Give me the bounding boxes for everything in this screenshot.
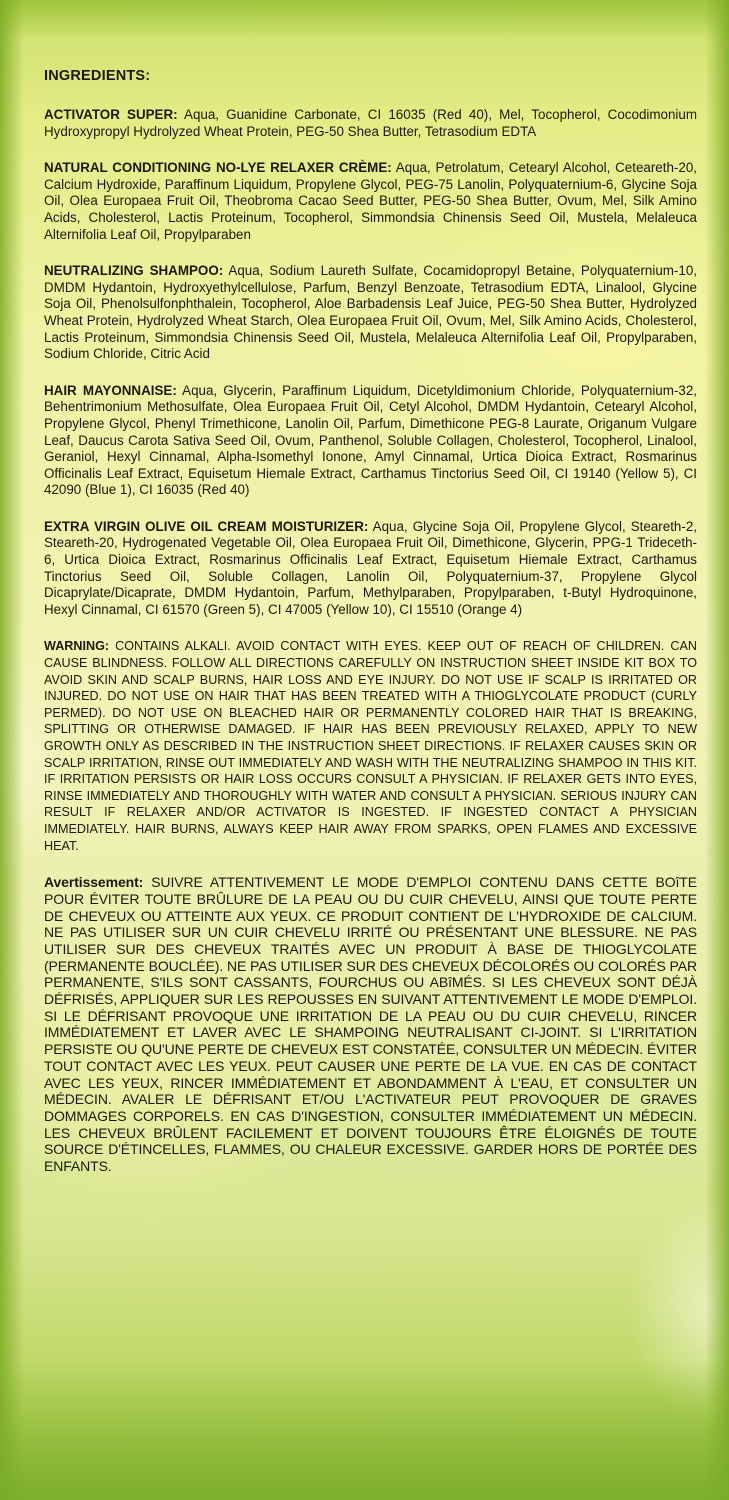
avertissement-label: Avertissement:: [44, 874, 144, 891]
avertissement-text: SUIVRE ATTENTIVEMENT LE MODE D'EMPLOI CONTENU DANS CETTE BOîTE POUR ÉVITER TOUTE BRÛLURE DE LA PEAU OU DU CUIR CHEVELU, AINSI QUE TOUTE PERTE DE CHEVEUX OU ATTEINTE AUX YEUX. CE PRODUIT CONTIENT DE L'HYDROXIDE DE CALCIUM. NE PAS UTILISER SUR UN CUIR CHEVELU IRRITÉ OU PRÉSENTANT UNE BLESSURE. NE PAS UTILISER SUR DES CHEVEUX TRAITÉS AVEC UN PRODUIT À BASE DE THIOGLYCOLATE (PERMANENTE BOUCLÉE). NE PAS UTILISER SUR DES CHEVEUX DÉCOLORÉS OU COLORÉS PAR PERMANENTE, S'ILS SONT CASSANTS, FOURCHUS OU ABîMÉS. SI LES CHEVEUX SONT DÉJÀ DÉFRISÉS, APPLIQUER SUR LES REPOUSSES EN SUIVANT ATTENTIVEMENT LE MODE D'EMPLOI. SI LE DÉFRISANT PROVOQUE UNE IRRITATION DE LA PEAU OU DU CUIR CHEVELU, RINCER IMMÉDIATEMENT ET LAVER AVEC LE SHAMPOING NEUTRALISANT CI-JOINT. SI L'IRRITATION PERSISTE OU QU'UNE PERTE DE CHEVEUX EST CONSTATÉE, CONSULTER UN MÉDECIN. ÉVITER TOUT CONTACT AVEC LES YEUX. PEUT CAUSER UNE PERTE DE LA VUE. EN CAS DE CONTACT AVEC LES YEUX, RINCER IMMÉDIATEMENT ET ABONDAMMENT À L'EAU, ET CONSULTER UN MÉDECIN. AVALER LE DÉFRISANT ET/OU L'ACTIVATEUR PEUT PROVOQUER DE GRAVES DOMMAGES CORPORELS. EN CAS D'INGESTION, CONSULTER IMMÉDIATEMENT UN MÉDECIN. LES CHEVEUX BRÛLENT FACILEMENT ET DOIVENT TOUJOURS ÊTRE ÉLOIGNÉS DE TOUTE SOURCE D'ÉTINCELLES, FLAMMES, OU CHALEUR EXCESSIVE. GARDER HORS DE PORTÉE DES ENFANTS.: [44, 874, 697, 1175]
section-label: HAIR MAYONNAISE:: [44, 382, 177, 398]
section-label: EXTRA VIRGIN OLIVE OIL CREAM MOISTURIZER:: [44, 518, 369, 534]
cream-moisturizer-section: [44, 519, 697, 619]
activator-super-section: [44, 107, 697, 140]
ingredients-heading: INGREDIENTS:: [44, 68, 151, 84]
section-text: Aqua, Sodium Laureth Sulfate, Cocamidopropyl Betaine, Polyquaternium-10, DMDM Hydantoin, Hydroxyethylcellulose, Parfum, Benzyl Benzoate, Tetrasodium EDTA, Linalool, Glycine Soja Oil, Phenolsulfonphthalein, Tocopherol, Aloe Barbadensis Leaf Juice, PEG-50 Shea Butter, Hydrolyzed Wheat Protein, Hydrolyzed Wheat Starch, Olea Europaea Fruit Oil, Ovum, Mel, Silk Amino Acids, Cholesterol, Lactis Proteinum, Simmondsia Chinensis Seed Oil, Mustela, Melaleuca Alternifolia Leaf Oil, Propylparaben, Sodium Chloride, Citric Acid: [44, 263, 698, 362]
hair-mayonnaise-section: [44, 383, 697, 499]
warning-section: [44, 638, 697, 854]
background-edge-bottom: [0, 1360, 729, 1500]
background-edge-right: [705, 0, 729, 1500]
section-text: Aqua, Guanidine Carbonate, CI 16035 (Red 40), Mel, Tocopherol, Cocodimonium Hydroxypropyl Hydrolyzed Wheat Protein, PEG-50 Shea Butter, Tetrasodium EDTA: [44, 107, 697, 139]
section-text: Aqua, Glycine Soja Oil, Propylene Glycol, Steareth-2, Steareth-20, Hydrogenated Vegetable Oil, Olea Europaea Fruit Oil, Dimethicone, Glycerin, PPG-1 Trideceth-6, Urtica Dioica Extract, Rosmarinus Officinalis Leaf Extract, Equisetum Hiemale Extract, Carthamus Tinctorius Seed Oil, Soluble Collagen, Lanolin Oil, Polyquaternium-37, Propylene Glycol Dicaprylate/Dicaprate, DMDM Hydantoin, Parfum, Methylparaben, Propylparaben, t-Butyl Hydroquinone, Hexyl Cinnamal, CI 61570 (Green 5), CI 47005 (Yellow 10), CI 15510 (Orange 4): [44, 518, 697, 617]
section-label: NEUTRALIZING SHAMPOO:: [44, 263, 224, 279]
section-text: Aqua, Petrolatum, Cetearyl Alcohol, Ceteareth-20, Calcium Hydroxide, Paraffinum Liquidum, Propylene Glycol, PEG-75 Lanolin, Polyquaternium-6, Glycine Soja Oil, Olea Europaea Fruit Oil, Theobroma Cacao Seed Butter, PEG-50 Shea Butter, Ovum, Mel, Silk Amino Acids, Cholesterol, Lactis Proteinum, Tocopherol, Simmondsia Chinensis Seed Oil, Mustela, Melaleuca Alternifolia Leaf Oil, Propylparaben: [44, 160, 697, 242]
ingredients-panel: [44, 68, 697, 1175]
background-edge-top: [0, 0, 729, 40]
avertissement-section: [44, 874, 697, 1175]
section-text: Aqua, Glycerin, Paraffinum Liquidum, Dicetyldimonium Chloride, Polyquaternium-32, Behentrimonium Methosulfate, Olea Europaea Fruit Oil, Cetyl Alcohol, DMDM Hydantoin, Cetearyl Alcohol, Propylene Glycol, Phenyl Trimethicone, Lanolin Oil, Parfum, Dimethicone PEG-8 Laurate, Origanum Vulgare Leaf, Daucus Carota Sativa Seed Oil, Ovum, Panthenol, Soluble Collagen, Cholesterol, Tocopherol, Linalool, Geraniol, Hexyl Cinnamal, Alpha-Isomethyl Ionone, Amyl Cinnamal, Urtica Dioica Extract, Rosmarinus Officinalis Leaf Extract, Equisetum Hiemale Extract, Carthamus Tinctorius Seed Oil, CI 19140 (Yellow 5), CI 42090 (Blue 1), CI 16035 (Red 40): [44, 382, 697, 498]
warning-label: WARNING:: [44, 639, 110, 654]
neutralizing-shampoo-section: [44, 263, 697, 363]
section-label: NATURAL CONDITIONING NO-LYE RELAXER CRÈME:: [44, 160, 392, 176]
section-label: ACTIVATOR SUPER:: [44, 107, 178, 122]
warning-text: CONTAINS ALKALI. AVOID CONTACT WITH EYES. KEEP OUT OF REACH OF CHILDREN. CAN CAUSE BLINDNESS. FOLLOW ALL DIRECTIONS CAREFULLY ON INSTRUCTION SHEET INSIDE KIT BOX TO AVOID SKIN AND SCALP BURNS, HAIR LOSS AND EYE INJURY. DO NOT USE IF SCALP IS IRRITATED OR INJURED. DO NOT USE ON HAIR THAT HAS BEEN TREATED WITH A THIOGLYCOLATE PRODUCT (CURLY PERMED). DO NOT USE ON BLEACHED HAIR OR PERMANENTLY COLORED HAIR THAT IS BREAKING, SPLITTING OR OTHERWISE DAMAGED. IF HAIR HAS BEEN PREVIOUSLY RELAXED, APPLY TO NEW GROWTH ONLY AS DESCRIBED IN THE INSTRUCTION SHEET DIRECTIONS. IF RELAXER CAUSES SKIN OR SCALP IRRITATION, RINSE OUT IMMEDIATELY AND WASH WITH THE NEUTRALIZING SHAMPOO IN THIS KIT. IF IRRITATION PERSISTS OR HAIR LOSS OCCURS CONSULT A PHYSICIAN. IF RELAXER GETS INTO EYES, RINSE IMMEDIATELY AND THOROUGHLY WITH WATER AND CONSULT A PHYSICIAN. SERIOUS INJURY CAN RESULT IF RELAXER AND/OR ACTIVATOR IS INGESTED. IF INGESTED CONTACT A PHYSICIAN IMMEDIATELY. HAIR BURNS, ALWAYS KEEP HAIR AWAY FROM SPARKS, OPEN FLAMES AND EXCESSIVE HEAT.: [44, 639, 697, 853]
relaxer-creme-section: [44, 160, 697, 243]
background-edge-left: [0, 0, 24, 1500]
